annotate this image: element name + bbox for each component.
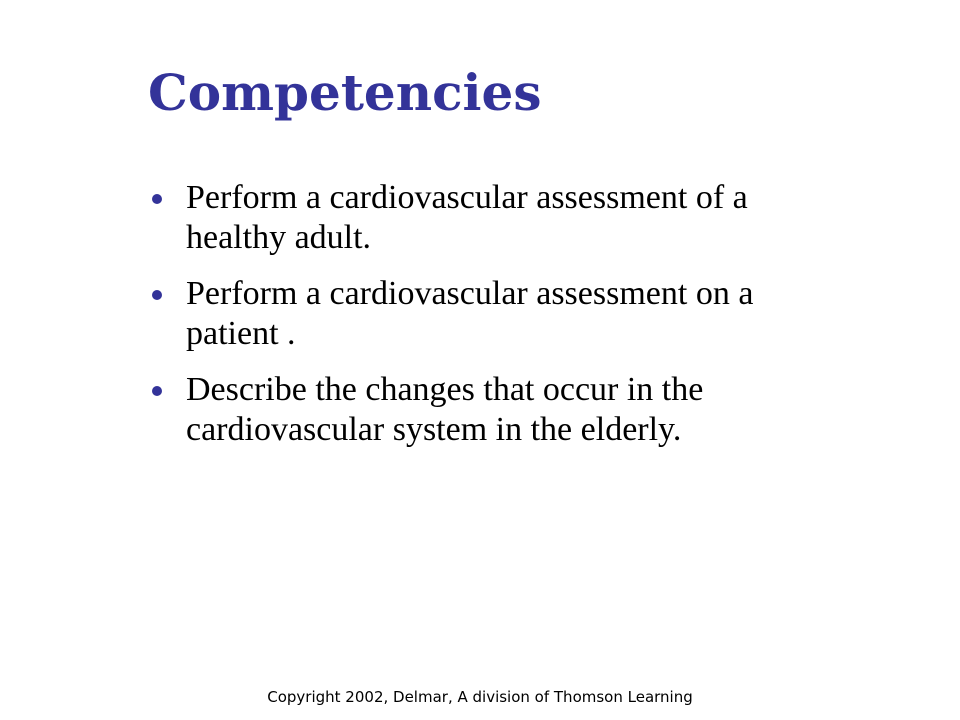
bullet-dot-icon <box>152 194 162 204</box>
bullet-dot-icon <box>152 290 162 300</box>
bullet-item <box>148 274 808 354</box>
bullet-item <box>148 178 808 258</box>
copyright-footer: Copyright 2002, Delmar, A division of Thomson Learning <box>267 688 693 706</box>
bullet-text: Describe the changes that occur in the cardiovascular system in the elderly. <box>186 371 704 448</box>
bullet-list <box>148 178 808 466</box>
slide-title: Competencies <box>148 63 542 122</box>
bullet-text: Perform a cardiovascular assessment on a patient . <box>186 275 754 352</box>
bullet-dot-icon <box>152 386 162 396</box>
bullet-item <box>148 370 808 450</box>
bullet-text: Perform a cardiovascular assessment of a healthy adult. <box>186 179 748 256</box>
